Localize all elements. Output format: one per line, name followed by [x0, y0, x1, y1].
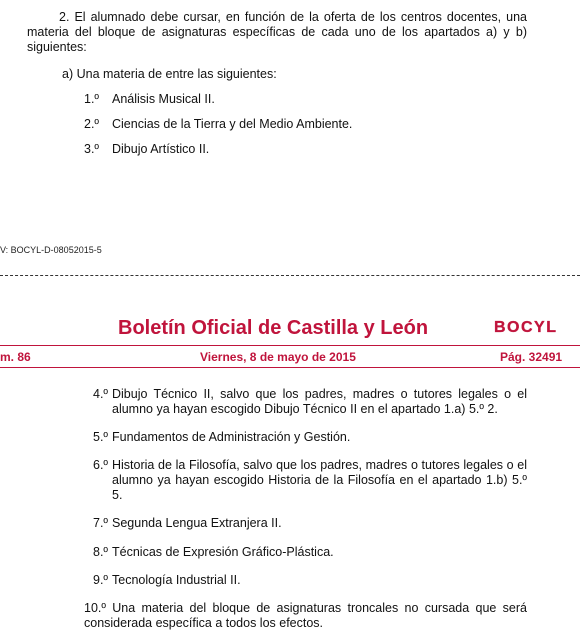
item-text: Ciencias de la Tierra y del Medio Ambiente. — [112, 117, 353, 131]
item-number: 10.º — [84, 601, 106, 615]
item-text: Historia de la Filosofía, salvo que los padres, madres o tutores legales o el alumno ya hayan escogido Historia de la Filosofía en el apartado 1.b) 5.º 5. — [112, 458, 527, 502]
item-number: 8.º — [93, 545, 108, 559]
item-text: Técnicas de Expresión Gráfico-Plástica. — [112, 545, 334, 559]
item-text: Análisis Musical II. — [112, 92, 215, 106]
header-rule-top — [0, 345, 580, 346]
item-text: Fundamentos de Administración y Gestión. — [112, 430, 351, 444]
list-item — [93, 516, 527, 531]
item-text: Una materia del bloque de asignaturas troncales no cursada que será considerada específica a todos los efectos. — [84, 601, 527, 630]
item-number: 1.º — [84, 92, 99, 106]
page-break-divider — [0, 275, 580, 276]
bocyl-logo: BOCYL — [494, 319, 558, 336]
item-text: Dibujo Artístico II. — [112, 142, 210, 156]
bulletin-number: m. 86 — [0, 350, 31, 364]
item-number: 2.º — [84, 117, 99, 131]
item-text: Dibujo Técnico II, salvo que los padres, madres o tutores legales o el alumno ya hayan escogido Dibujo Técnico II en el apartado 1.a) 5.º 2. — [112, 387, 527, 416]
cve-code: V: BOCYL-D-08052015-5 — [0, 245, 102, 255]
list-item — [84, 142, 210, 157]
list-item — [84, 92, 215, 107]
item-number: 4.º — [93, 387, 108, 401]
list-item — [93, 573, 527, 588]
header-rule-bottom — [0, 367, 580, 368]
list-item — [93, 545, 527, 560]
list-item — [93, 458, 527, 503]
list-item — [93, 430, 527, 445]
page-number: Pág. 32491 — [500, 350, 563, 364]
item-number: 7.º — [93, 516, 108, 530]
item-number: 9.º — [93, 573, 108, 587]
bulletin-title: Boletín Oficial de Castilla y León — [118, 317, 429, 339]
item-number: 6.º — [93, 458, 108, 472]
item-number: 3.º — [84, 142, 99, 156]
subsection-a: a) Una materia de entre las siguientes: — [62, 67, 277, 81]
paragraph-2: 2. El alumnado debe cursar, en función de la oferta de los centros docentes, una materia del bloque de asignaturas específicas de cada uno de los apartados a) y b) siguientes: — [27, 10, 527, 54]
item-number: 5.º — [93, 430, 108, 444]
bulletin-date: Viernes, 8 de mayo de 2015 — [200, 350, 356, 364]
list-item — [84, 117, 353, 132]
list-item — [93, 387, 527, 417]
item-text: Tecnología Industrial II. — [112, 573, 241, 587]
item-text: Segunda Lengua Extranjera II. — [112, 516, 282, 530]
list-item — [84, 601, 527, 631]
